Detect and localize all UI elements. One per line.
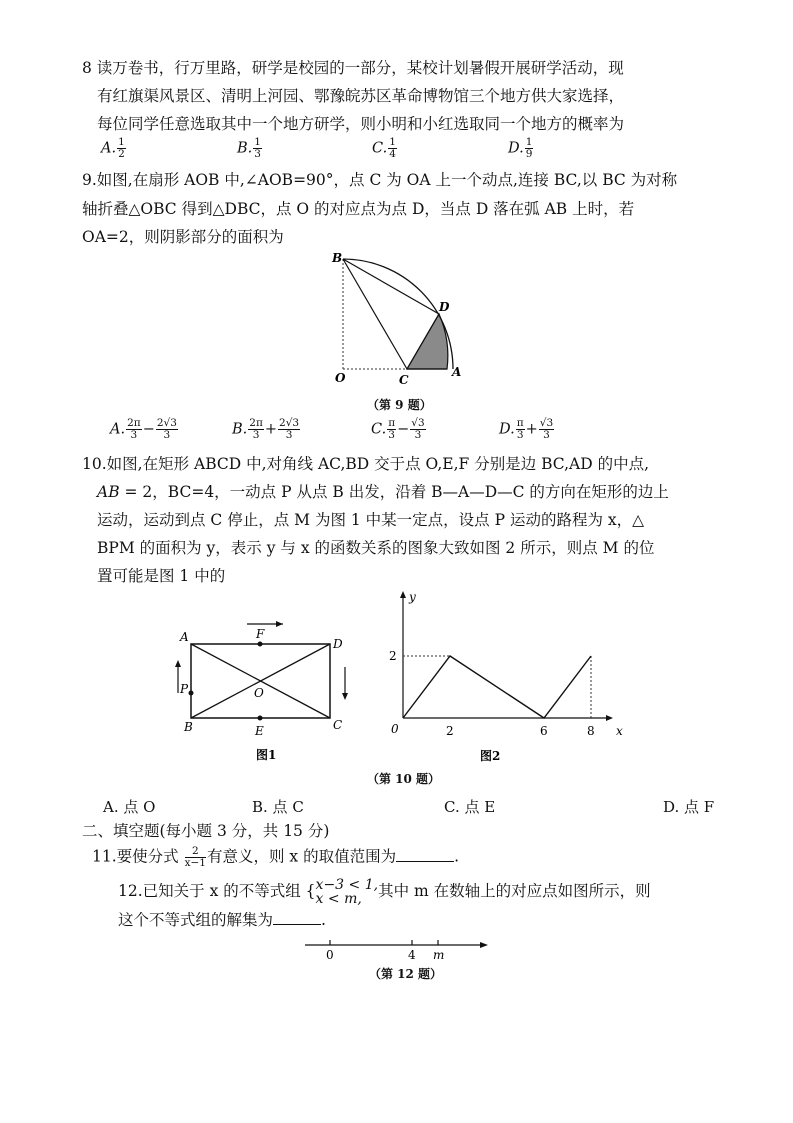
q9-caption: （第 9 题） <box>367 398 432 412</box>
fig2-x-axis-arrow-icon <box>606 715 613 721</box>
point-e <box>258 716 263 721</box>
fig1-label-f: F <box>256 627 265 641</box>
q10-figure2-graph <box>385 585 630 770</box>
q8-line1: 8 读万卷书，行万里路，研学是校园的一部分，某校计划暑假开展研学活动，现 <box>82 59 624 77</box>
q9-line1: 9.如图,在扇形 AOB 中,∠AOB=90°，点 C 为 OA 上一个动点,连接 BC,以 BC 为对称 <box>82 171 678 189</box>
arrow-up-head-icon <box>175 660 181 667</box>
q8-line2: 有红旗渠风景区、清明上河园、鄂豫皖苏区革命博物馆三个地方供大家选择， <box>97 87 625 105</box>
q9-line3: OA=2，则阴影部分的面积为 <box>82 228 284 246</box>
fig2-tick-y2: 2 <box>389 649 397 663</box>
q10-figure1-rectangle <box>170 615 360 770</box>
q9-option-c: C. $\frac{\pi}{3}$ − $\frac{√3}{3}$ <box>371 417 425 441</box>
fig2-tick-x8: 8 <box>587 724 595 738</box>
fig2-tick-x2: 2 <box>446 724 454 738</box>
q10-caption: （第 10 题） <box>367 772 441 786</box>
fig2-tick-x6: 6 <box>540 724 548 738</box>
fig2-x-label: x <box>616 724 623 738</box>
q11-answer-blank[interactable] <box>396 861 454 862</box>
q9-option-b: B. $\frac{2\pi}{3}$ + $\frac{2√3}{3}$ <box>232 417 300 441</box>
q8-option-c: C. $\frac{1}{4}$ <box>372 136 396 160</box>
fig1-caption: 图1 <box>256 748 277 762</box>
q9-label-b: B <box>332 251 343 265</box>
q12-line1: 12.已知关于 x 的不等式组 { x−3 < 1, x < m, 其中 m 在数轴上的对应点如图所示，则 <box>118 877 651 907</box>
q9-shaded-region <box>407 314 448 369</box>
fig1-label-c: C <box>333 718 343 732</box>
q10-line2: AB = 2，BC=4，一动点 P 从点 B 出发，沿着 B—A—D—C 的方向在矩形的边上 <box>97 483 669 501</box>
q10-option-d: D. 点 F <box>663 798 715 816</box>
fig2-y-label: y <box>409 590 416 604</box>
q10-line5: 置可能是图 1 中的 <box>97 567 226 585</box>
q9-label-a: A <box>452 365 462 379</box>
arrow-down-head-icon <box>342 693 348 700</box>
number-line-arrow-icon <box>480 942 488 948</box>
number-line-label-zero: 0 <box>326 948 334 962</box>
q8-option-d: D. $\frac{1}{9}$ <box>508 136 533 160</box>
q11-line: 11.要使分式 $\frac{2}{x-1}$ 有意义，则 x 的取值范围为 . <box>92 845 460 869</box>
q10-option-b: B. 点 C <box>252 798 304 816</box>
fig1-label-o: O <box>254 686 264 700</box>
number-line-label-four: 4 <box>408 948 416 962</box>
fig2-caption: 图2 <box>480 749 501 763</box>
q8-option-b: B. $\frac{1}{3}$ <box>237 136 261 160</box>
q10-line3: 运动，运动到点 C 停止，点 M 为图 1 中某一定点，设点 P 运动的路程为 x，△ <box>97 511 645 529</box>
q9-sector-figure <box>325 245 465 390</box>
fig2-origin-label: 0 <box>391 722 399 736</box>
q9-label-o: O <box>335 371 346 385</box>
arrow-right-head-icon <box>276 621 283 627</box>
q12-number-line <box>305 935 495 965</box>
fig2-y-axis-arrow-icon <box>400 591 406 598</box>
q9-segment-bd <box>343 259 439 314</box>
q9-option-a: A. $\frac{2\pi}{3}$ − $\frac{2√3}{3}$ <box>110 417 177 441</box>
section-heading-fill-in: 二、填空题(每小题 3 分，共 15 分) <box>82 822 330 840</box>
q8-line3: 每位同学任意选取其中一个地方研学，则小明和小红选取同一个地方的概率为 <box>97 115 625 133</box>
q10-line4: BPM 的面积为 y，表示 y 与 x 的函数关系的图象大致如图 2 所示，则点 M 的位 <box>97 539 655 557</box>
q8-option-a: A. $\frac{1}{2}$ <box>101 136 125 160</box>
q10-line1: 10.如图,在矩形 ABCD 中,对角线 AC,BD 交于点 O,E,F 分别是边 BC,AD 的中点, <box>82 455 650 473</box>
q9-label-c: C <box>399 373 409 387</box>
fig1-label-b: B <box>184 720 193 734</box>
q10-option-a: A. 点 O <box>103 798 156 816</box>
fig1-label-d: D <box>333 637 343 651</box>
number-line-label-m: m <box>433 948 445 962</box>
q9-option-d: D. $\frac{\pi}{3}$ + $\frac{√3}{3}$ <box>499 417 554 441</box>
q9-label-d: D <box>439 300 450 314</box>
fig1-label-a: A <box>180 630 189 644</box>
fig2-function-line <box>403 656 591 718</box>
q12-line2: 这个不等式组的解集为 . <box>118 911 326 929</box>
q12-caption: （第 12 题） <box>369 967 443 981</box>
fig1-label-p: P <box>180 682 189 696</box>
q9-segment-bc <box>343 259 407 369</box>
point-f <box>258 642 263 647</box>
q9-line2: 轴折叠△OBC 得到△DBC，点 O 的对应点为点 D，当点 D 落在弧 AB 上时，若 <box>82 200 635 218</box>
fig1-label-e: E <box>255 724 264 738</box>
point-p <box>189 691 194 696</box>
q10-option-c: C. 点 E <box>444 798 496 816</box>
q12-answer-blank[interactable] <box>273 924 321 925</box>
